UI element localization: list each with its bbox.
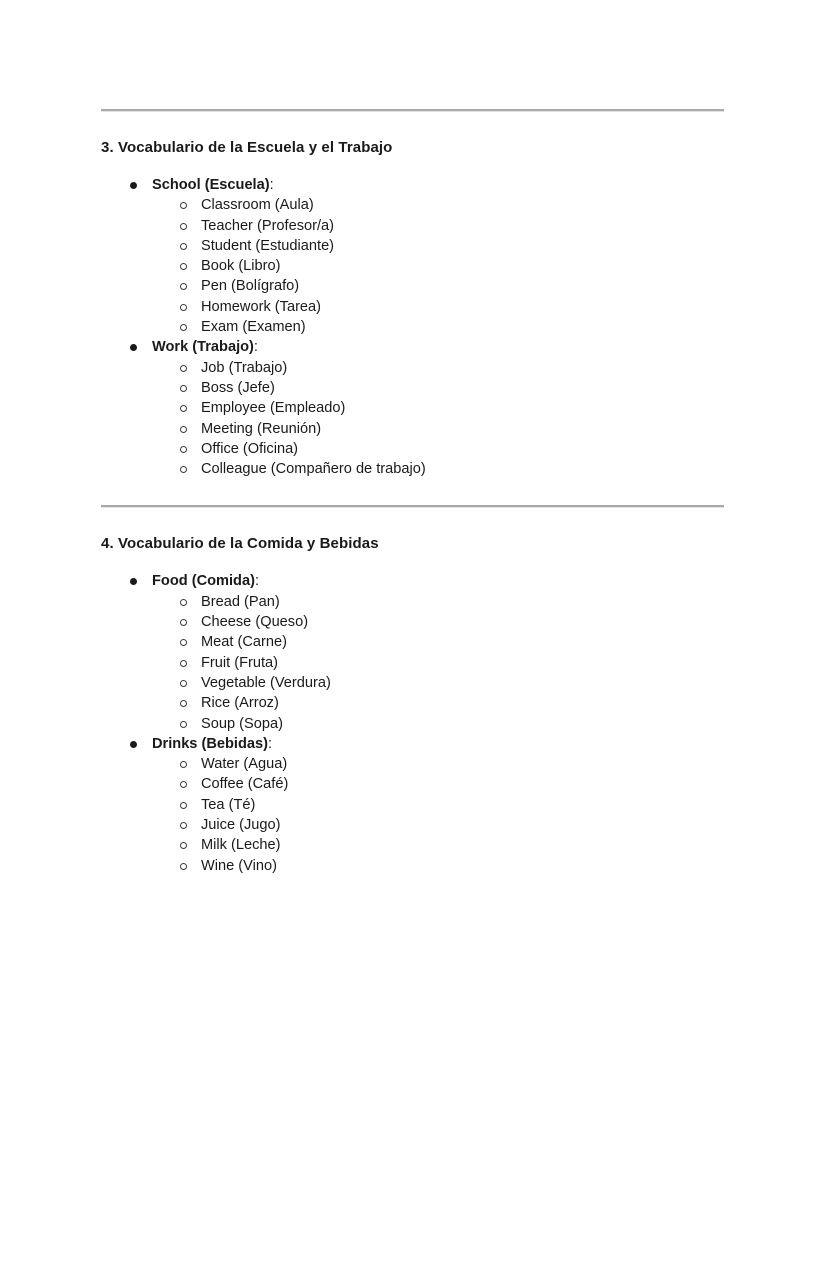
document-content: [101, 109, 724, 876]
vocab-term: Pen (Bolígrafo): [201, 278, 300, 295]
hollow-bullet-icon: [180, 680, 187, 687]
hollow-bullet-icon: [180, 365, 187, 372]
vocab-item: [101, 673, 724, 693]
hollow-bullet-icon: [180, 639, 187, 646]
hollow-bullet-icon: [180, 446, 187, 453]
vocab-item: [101, 378, 724, 398]
vocab-group-label: [101, 571, 724, 591]
vocab-term: Water (Agua): [201, 756, 288, 773]
vocab-item: [101, 358, 724, 378]
hollow-bullet-icon: [180, 324, 187, 331]
group-label-suffix: :: [267, 735, 273, 752]
group-label-text: Work (Trabajo): [152, 339, 254, 356]
vocab-item: [101, 195, 724, 215]
vocab-item: [101, 216, 724, 236]
filled-bullet-icon: [130, 741, 137, 748]
vocab-term: Soup (Sopa): [201, 715, 283, 732]
vocab-term: Homework (Tarea): [201, 298, 322, 315]
hollow-bullet-icon: [180, 202, 187, 209]
vocab-term: Employee (Empleado): [201, 400, 346, 417]
group-label-text: Drinks (Bebidas): [152, 735, 268, 752]
vocab-term: Boss (Jefe): [201, 379, 275, 396]
vocab-group-label: [101, 734, 724, 754]
hollow-bullet-icon: [180, 700, 187, 707]
vocab-term: Fruit (Fruta): [201, 654, 279, 671]
horizontal-rule: [101, 505, 724, 508]
hollow-bullet-icon: [180, 802, 187, 809]
hollow-bullet-icon: [180, 466, 187, 473]
hollow-bullet-icon: [180, 405, 187, 412]
vocab-term: Milk (Leche): [201, 837, 281, 854]
hollow-bullet-icon: [180, 243, 187, 250]
vocab-term: Office (Oficina): [201, 440, 299, 457]
vocab-item: [101, 297, 724, 317]
vocab-item: [101, 398, 724, 418]
horizontal-rule: [101, 109, 724, 112]
hollow-bullet-icon: [180, 721, 187, 728]
filled-bullet-icon: [130, 182, 137, 189]
vocab-item: [101, 774, 724, 794]
vocab-term: Wine (Vino): [201, 857, 277, 874]
section-title: 4. Vocabulario de la Comida y Bebidas: [101, 535, 379, 553]
vocab-item: [101, 856, 724, 876]
vocab-item: [101, 612, 724, 632]
filled-bullet-icon: [130, 578, 137, 585]
hollow-bullet-icon: [180, 660, 187, 667]
vocab-term: Exam (Examen): [201, 319, 306, 336]
group-label-text: School (Escuela): [152, 177, 270, 193]
vocab-item: [101, 276, 724, 296]
vocab-term: Job (Trabajo): [201, 359, 288, 376]
hollow-bullet-icon: [180, 304, 187, 311]
hollow-bullet-icon: [180, 223, 187, 230]
vocab-term: Cheese (Queso): [201, 614, 309, 631]
group-label-suffix: :: [254, 573, 260, 590]
vocab-item: [101, 236, 724, 256]
vocab-item: [101, 815, 724, 835]
vocab-term: Vegetable (Verdura): [201, 674, 331, 691]
group-label-suffix: :: [253, 339, 258, 356]
vocab-item: [101, 439, 724, 459]
vocab-item: [101, 835, 724, 855]
hollow-bullet-icon: [180, 619, 187, 626]
vocab-item: [101, 317, 724, 337]
vocab-list: [101, 571, 724, 875]
hollow-bullet-icon: [180, 426, 187, 433]
hollow-bullet-icon: [180, 385, 187, 392]
vocab-term: Teacher (Profesor/a): [201, 217, 335, 234]
hollow-bullet-icon: [180, 599, 187, 606]
vocab-term: Student (Estudiante): [201, 237, 335, 254]
hollow-bullet-icon: [180, 781, 187, 788]
vocab-list: [101, 175, 724, 479]
filled-bullet-icon: [130, 344, 137, 351]
vocab-term: Meat (Carne): [201, 634, 287, 651]
vocab-term: Coffee (Café): [201, 776, 289, 793]
vocab-term: Classroom (Aula): [201, 197, 314, 214]
vocab-term: Meeting (Reunión): [201, 420, 322, 437]
group-label-text: Food (Comida): [152, 573, 255, 590]
vocab-item: [101, 256, 724, 276]
section-title: 3. Vocabulario de la Escuela y el Trabajo: [101, 139, 393, 156]
vocab-item: [101, 714, 724, 734]
hollow-bullet-icon: [180, 283, 187, 290]
hollow-bullet-icon: [180, 842, 187, 849]
vocab-term: Book (Libro): [201, 258, 281, 275]
vocab-group-label: [101, 175, 724, 195]
vocab-term: Bread (Pan): [201, 593, 280, 610]
hollow-bullet-icon: [180, 822, 187, 829]
hollow-bullet-icon: [180, 263, 187, 270]
vocab-item: [101, 754, 724, 774]
vocab-item: [101, 459, 724, 479]
vocab-term: Tea (Té): [201, 796, 256, 813]
group-label-suffix: :: [269, 177, 274, 193]
vocab-item: [101, 693, 724, 713]
vocab-item: [101, 632, 724, 652]
vocab-item: [101, 653, 724, 673]
hollow-bullet-icon: [180, 863, 187, 870]
hollow-bullet-icon: [180, 761, 187, 768]
document-page: [0, 109, 828, 1280]
vocab-item: [101, 592, 724, 612]
vocab-item: [101, 795, 724, 815]
vocab-group-label: [101, 337, 724, 357]
vocab-term: Juice (Jugo): [201, 817, 281, 834]
vocab-term: Colleague (Compañero de trabajo): [201, 461, 426, 478]
vocab-item: [101, 419, 724, 439]
vocab-term: Rice (Arroz): [201, 695, 279, 712]
